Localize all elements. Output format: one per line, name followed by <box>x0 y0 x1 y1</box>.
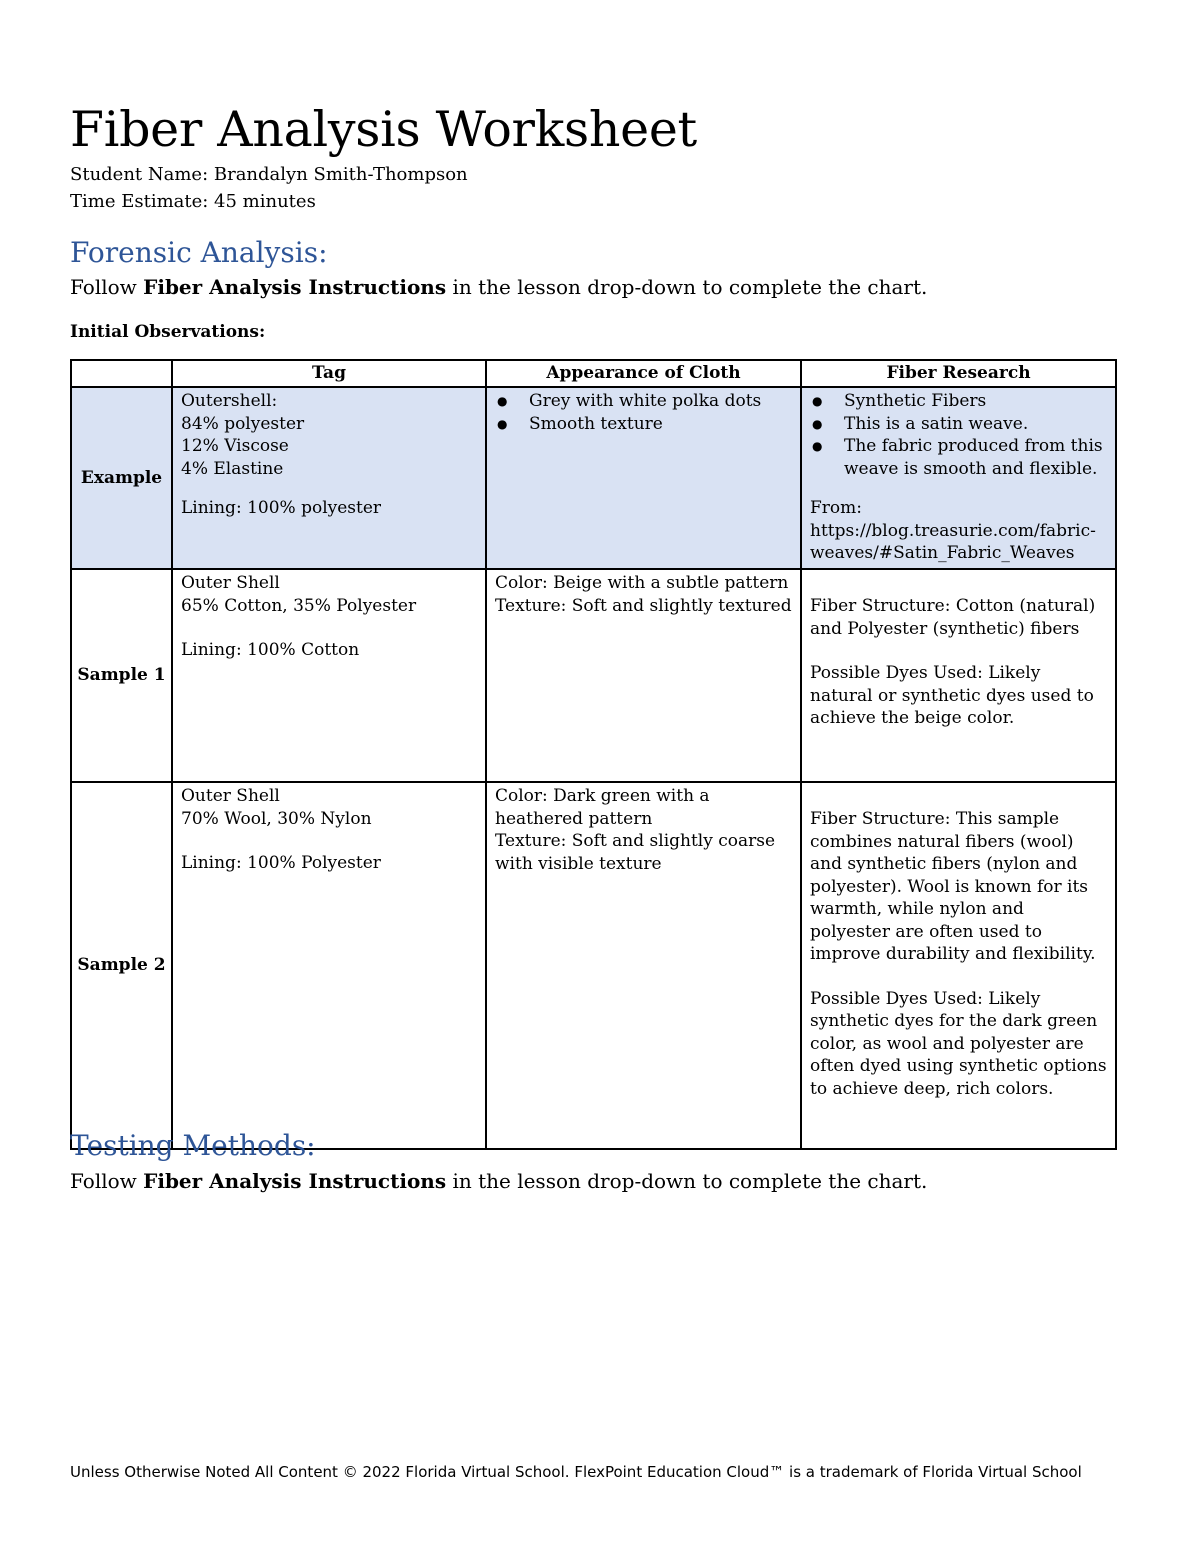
tag-cell <box>172 569 486 782</box>
time-estimate: Time Estimate: 45 minutes <box>70 191 316 212</box>
fiber-structure: Fiber Structure: This sample combines natural fibers (wool) and synthetic fibers (nylon and polyester). Wool is known for its warmth, while nylon and polyester are often used to improve durability and flexibility. <box>810 809 1096 964</box>
table-row-sample-1 <box>71 569 1116 782</box>
tag-line: Outershell: <box>181 391 278 411</box>
list-item: ● Smooth texture <box>529 413 792 436</box>
spacer <box>810 640 1107 662</box>
copyright-footer: Unless Otherwise Noted All Content © 2022 Florida Virtual School. FlexPoint Education Cloud™ is a trademark of Florida Virtual School <box>70 1463 1082 1481</box>
list-item: ● The fabric produced from this weave is smooth and flexible. <box>844 435 1107 480</box>
tag-line: 84% polyester <box>181 413 305 434</box>
appearance-color: Color: Beige with a subtle pattern <box>495 573 789 593</box>
header-blank <box>71 360 172 387</box>
instruction-text: Follow <box>70 275 144 299</box>
bullet-list <box>810 390 1107 480</box>
instruction-text: in the lesson drop-down to complete the chart. <box>446 1169 928 1193</box>
header-appearance: Appearance of Cloth <box>486 360 801 387</box>
appearance-color: Color: Dark green with a heathered pattern <box>495 786 710 829</box>
fiber-structure: Fiber Structure: Cotton (natural) and Polyester (synthetic) fibers <box>810 596 1096 639</box>
testing-methods-heading: Testing Methods: <box>70 1129 316 1162</box>
source-label: From: <box>810 498 863 518</box>
research-cell <box>801 569 1116 782</box>
row-label: Example <box>71 387 172 569</box>
tag-line: 12% Viscose <box>181 436 289 456</box>
appearance-cell <box>486 782 801 1149</box>
appearance-texture: Texture: Soft and slightly textured <box>495 595 792 616</box>
tag-line: Outer Shell <box>181 786 280 806</box>
spacer <box>810 480 1107 497</box>
list-item: ● Synthetic Fibers <box>844 390 1107 413</box>
possible-dyes: Possible Dyes Used: Likely synthetic dyes for the dark green color, as wool and polyester are often dyed using synthetic options to achieve deep, rich colors. <box>810 988 1107 1099</box>
instruction-bold-link-text: Fiber Analysis Instructions <box>143 1169 447 1193</box>
research-cell <box>801 387 1116 569</box>
tag-line: Lining: 100% polyester <box>181 498 382 518</box>
forensic-instruction <box>70 274 927 300</box>
row-label: Sample 1 <box>71 569 172 782</box>
bullet-list <box>495 390 792 435</box>
header-tag: Tag <box>172 360 486 387</box>
appearance-cell <box>486 387 801 569</box>
tag-line: Lining: 100% Polyester <box>181 853 381 873</box>
tag-line: 65% Cotton, 35% Polyester <box>181 595 417 616</box>
tag-line: Outer Shell <box>181 573 280 593</box>
table-row-sample-2 <box>71 782 1116 1149</box>
table-row-example <box>71 387 1116 569</box>
possible-dyes: Possible Dyes Used: Likely natural or synthetic dyes used to achieve the beige color. <box>810 663 1094 728</box>
tag-cell <box>172 782 486 1149</box>
spacer <box>181 617 477 639</box>
research-cell <box>801 782 1116 1149</box>
header-fiber-research: Fiber Research <box>801 360 1116 387</box>
instruction-bold-link-text: Fiber Analysis Instructions <box>143 275 447 299</box>
tag-cell <box>172 387 486 569</box>
tag-line: Lining: 100% Cotton <box>181 640 360 660</box>
student-name: Student Name: Brandalyn Smith-Thompson <box>70 164 468 185</box>
spacer <box>810 966 1107 988</box>
spacer <box>181 480 477 497</box>
table-header-row <box>71 360 1116 387</box>
tag-line: 70% Wool, 30% Nylon <box>181 808 372 829</box>
observations-table <box>70 359 1117 1150</box>
list-item: ● Grey with white polka dots <box>529 390 792 413</box>
instruction-text: Follow <box>70 1169 144 1193</box>
forensic-analysis-heading: Forensic Analysis: <box>70 236 328 269</box>
source-url-link[interactable]: https://blog.treasurie.com/fabric-weaves/#Satin_Fabric_Weaves <box>810 520 1096 563</box>
list-item: ● This is a satin weave. <box>844 413 1107 436</box>
appearance-texture: Texture: Soft and slightly coarse with visible texture <box>495 831 776 874</box>
tag-line: 4% Elastine <box>181 458 284 479</box>
testing-instruction <box>70 1168 927 1194</box>
row-label: Sample 2 <box>71 782 172 1149</box>
initial-observations-heading: Initial Observations: <box>70 322 266 342</box>
instruction-text: in the lesson drop-down to complete the chart. <box>446 275 928 299</box>
appearance-cell <box>486 569 801 782</box>
spacer <box>181 830 477 852</box>
page-title: Fiber Analysis Worksheet <box>70 101 697 158</box>
